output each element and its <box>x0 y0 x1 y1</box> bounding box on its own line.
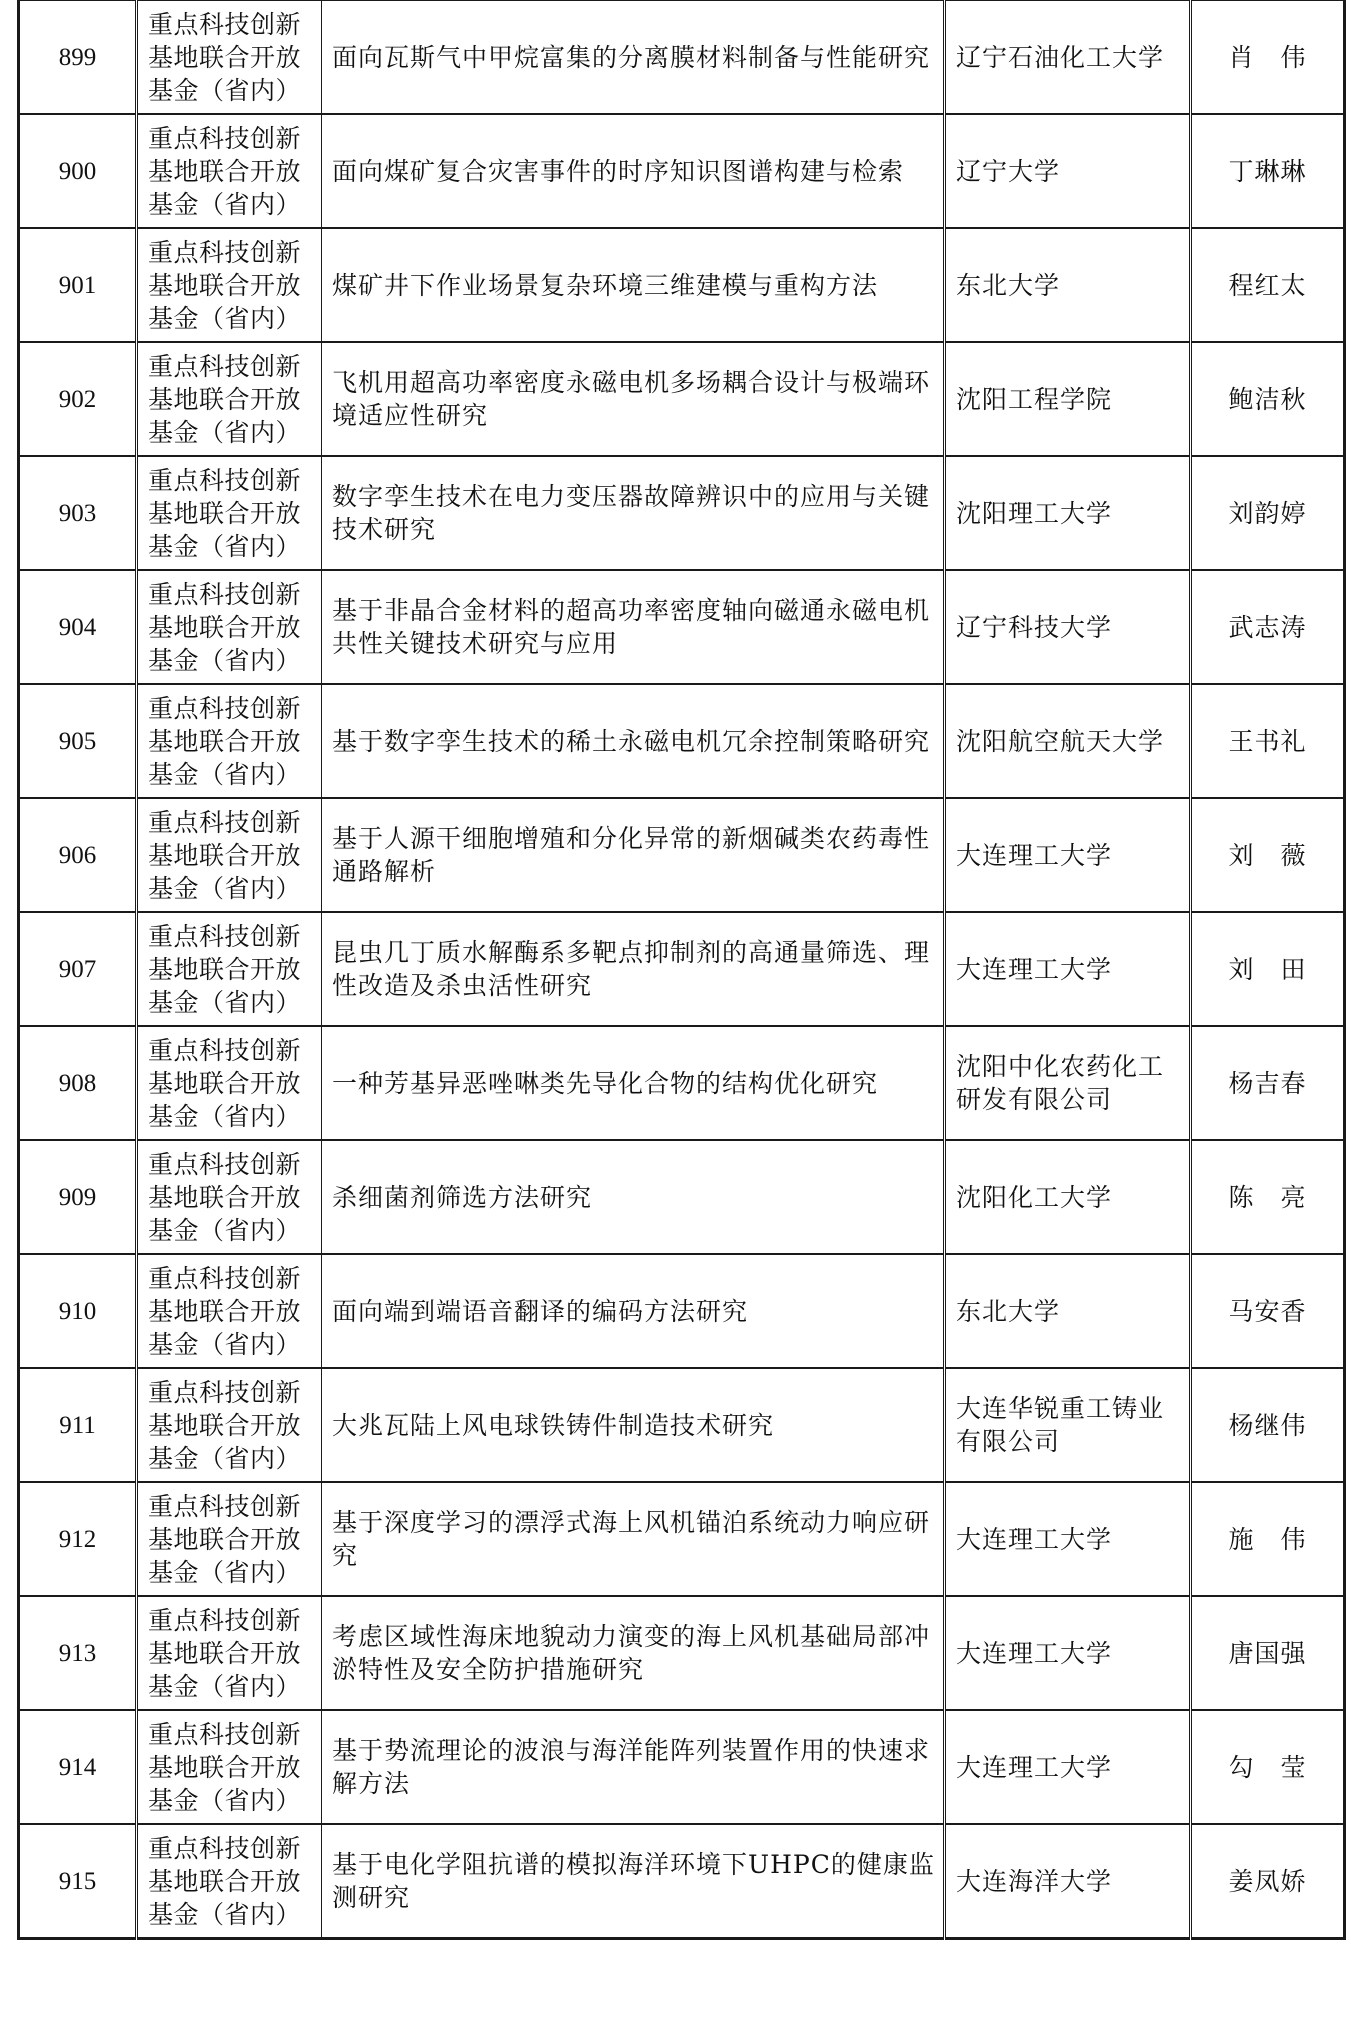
institution: 沈阳化工大学 <box>945 1140 1191 1254</box>
table-row <box>19 456 1345 570</box>
project-number: 911 <box>19 1368 137 1482</box>
project-number: 914 <box>19 1710 137 1824</box>
fund-type-line: 重点科技创新 <box>148 465 302 495</box>
fund-type-line: 基金（省内） <box>148 303 302 333</box>
principal-investigator: 刘 薇 <box>1191 798 1345 912</box>
principal-investigator: 马安香 <box>1191 1254 1345 1368</box>
institution: 辽宁石油化工大学 <box>945 1 1191 115</box>
fund-type-line: 基地联合开放 <box>148 42 302 72</box>
project-title: 基于人源干细胞增殖和分化异常的新烟碱类农药毒性通路解析 <box>322 798 945 912</box>
project-number: 912 <box>19 1482 137 1596</box>
fund-type-line: 基金（省内） <box>148 1557 302 1587</box>
institution: 大连海洋大学 <box>945 1824 1191 1939</box>
project-title: 基于非晶合金材料的超高功率密度轴向磁通永磁电机共性关键技术研究与应用 <box>322 570 945 684</box>
fund-type <box>137 114 322 228</box>
fund-type <box>137 342 322 456</box>
table-row <box>19 1710 1345 1824</box>
fund-type-line: 基地联合开放 <box>148 1524 302 1554</box>
project-number: 908 <box>19 1026 137 1140</box>
project-title: 面向煤矿复合灾害事件的时序知识图谱构建与检索 <box>322 114 945 228</box>
fund-type-line: 重点科技创新 <box>148 1263 302 1293</box>
fund-type-line: 基地联合开放 <box>148 498 302 528</box>
project-number: 915 <box>19 1824 137 1939</box>
institution: 大连理工大学 <box>945 1710 1191 1824</box>
project-number: 910 <box>19 1254 137 1368</box>
fund-type-line: 基金（省内） <box>148 189 302 219</box>
institution: 东北大学 <box>945 228 1191 342</box>
fund-type <box>137 1482 322 1596</box>
fund-type-line: 基地联合开放 <box>148 1638 302 1668</box>
fund-type-line: 重点科技创新 <box>148 123 302 153</box>
fund-type-line: 基地联合开放 <box>148 270 302 300</box>
institution: 大连华锐重工铸业有限公司 <box>945 1368 1191 1482</box>
institution: 辽宁大学 <box>945 114 1191 228</box>
fund-type-line: 基金（省内） <box>148 759 302 789</box>
fund-type-line: 基地联合开放 <box>148 156 302 186</box>
table-row <box>19 228 1345 342</box>
project-number: 905 <box>19 684 137 798</box>
institution: 沈阳理工大学 <box>945 456 1191 570</box>
fund-type-line: 基地联合开放 <box>148 1182 302 1212</box>
fund-type-line: 重点科技创新 <box>148 9 302 39</box>
institution: 大连理工大学 <box>945 1482 1191 1596</box>
fund-type <box>137 1140 322 1254</box>
project-number: 913 <box>19 1596 137 1710</box>
table-row <box>19 798 1345 912</box>
table-row <box>19 1026 1345 1140</box>
table-row <box>19 1824 1345 1939</box>
project-title: 杀细菌剂筛选方法研究 <box>322 1140 945 1254</box>
institution: 辽宁科技大学 <box>945 570 1191 684</box>
fund-type-line: 基地联合开放 <box>148 1866 302 1896</box>
fund-type-line: 基金（省内） <box>148 531 302 561</box>
principal-investigator: 杨继伟 <box>1191 1368 1345 1482</box>
fund-type <box>137 1 322 115</box>
fund-type-line: 重点科技创新 <box>148 351 302 381</box>
fund-type <box>137 798 322 912</box>
fund-type-line: 重点科技创新 <box>148 1377 302 1407</box>
fund-type-line: 基金（省内） <box>148 1215 302 1245</box>
fund-type-line: 基金（省内） <box>148 75 302 105</box>
project-table <box>17 0 1346 1940</box>
fund-type-line: 基地联合开放 <box>148 726 302 756</box>
project-number: 907 <box>19 912 137 1026</box>
document-page <box>17 0 1343 1940</box>
fund-type-line: 基金（省内） <box>148 1785 302 1815</box>
principal-investigator: 程红太 <box>1191 228 1345 342</box>
project-number: 903 <box>19 456 137 570</box>
fund-type-line: 重点科技创新 <box>148 1035 302 1065</box>
project-title: 数字孪生技术在电力变压器故障辨识中的应用与关键技术研究 <box>322 456 945 570</box>
table-row <box>19 1596 1345 1710</box>
fund-type <box>137 1596 322 1710</box>
principal-investigator: 唐国强 <box>1191 1596 1345 1710</box>
principal-investigator: 杨吉春 <box>1191 1026 1345 1140</box>
project-number: 906 <box>19 798 137 912</box>
institution: 沈阳中化农药化工研发有限公司 <box>945 1026 1191 1140</box>
project-title: 基于势流理论的波浪与海洋能阵列装置作用的快速求解方法 <box>322 1710 945 1824</box>
project-number: 902 <box>19 342 137 456</box>
table-row <box>19 1 1345 115</box>
project-title: 大兆瓦陆上风电球铁铸件制造技术研究 <box>322 1368 945 1482</box>
project-title: 基于数字孪生技术的稀土永磁电机冗余控制策略研究 <box>322 684 945 798</box>
project-table-body <box>19 1 1345 1939</box>
institution: 沈阳航空航天大学 <box>945 684 1191 798</box>
table-row <box>19 1140 1345 1254</box>
project-number: 899 <box>19 1 137 115</box>
fund-type-line: 重点科技创新 <box>148 237 302 267</box>
fund-type <box>137 1824 322 1939</box>
project-title: 一种芳基异恶唑啉类先导化合物的结构优化研究 <box>322 1026 945 1140</box>
fund-type <box>137 1254 322 1368</box>
institution: 大连理工大学 <box>945 1596 1191 1710</box>
fund-type-line: 基金（省内） <box>148 645 302 675</box>
principal-investigator: 施 伟 <box>1191 1482 1345 1596</box>
project-number: 909 <box>19 1140 137 1254</box>
fund-type-line: 基地联合开放 <box>148 954 302 984</box>
fund-type-line: 基金（省内） <box>148 1899 302 1929</box>
table-row <box>19 912 1345 1026</box>
fund-type-line: 基金（省内） <box>148 987 302 1017</box>
principal-investigator: 丁琳琳 <box>1191 114 1345 228</box>
fund-type-line: 基金（省内） <box>148 1329 302 1359</box>
project-title: 基于电化学阻抗谱的模拟海洋环境下UHPC的健康监测研究 <box>322 1824 945 1939</box>
table-row <box>19 1368 1345 1482</box>
fund-type-line: 重点科技创新 <box>148 921 302 951</box>
fund-type <box>137 684 322 798</box>
institution: 大连理工大学 <box>945 798 1191 912</box>
table-row <box>19 1482 1345 1596</box>
fund-type-line: 重点科技创新 <box>148 1833 302 1863</box>
project-title: 煤矿井下作业场景复杂环境三维建模与重构方法 <box>322 228 945 342</box>
fund-type-line: 重点科技创新 <box>148 693 302 723</box>
fund-type <box>137 570 322 684</box>
fund-type <box>137 228 322 342</box>
principal-investigator: 陈 亮 <box>1191 1140 1345 1254</box>
fund-type-line: 基地联合开放 <box>148 1068 302 1098</box>
project-number: 904 <box>19 570 137 684</box>
project-title: 昆虫几丁质水解酶系多靶点抑制剂的高通量筛选、理性改造及杀虫活性研究 <box>322 912 945 1026</box>
principal-investigator: 武志涛 <box>1191 570 1345 684</box>
fund-type-line: 基金（省内） <box>148 873 302 903</box>
fund-type-line: 基地联合开放 <box>148 1296 302 1326</box>
fund-type-line: 重点科技创新 <box>148 1149 302 1179</box>
fund-type-line: 基金（省内） <box>148 1443 302 1473</box>
fund-type-line: 重点科技创新 <box>148 1491 302 1521</box>
table-row <box>19 342 1345 456</box>
project-number: 901 <box>19 228 137 342</box>
project-title: 面向瓦斯气中甲烷富集的分离膜材料制备与性能研究 <box>322 1 945 115</box>
fund-type <box>137 1026 322 1140</box>
fund-type-line: 基地联合开放 <box>148 384 302 414</box>
fund-type-line: 基金（省内） <box>148 1101 302 1131</box>
principal-investigator: 王书礼 <box>1191 684 1345 798</box>
fund-type <box>137 912 322 1026</box>
table-row <box>19 684 1345 798</box>
table-row <box>19 1254 1345 1368</box>
project-title: 面向端到端语音翻译的编码方法研究 <box>322 1254 945 1368</box>
table-row <box>19 114 1345 228</box>
principal-investigator: 刘 田 <box>1191 912 1345 1026</box>
principal-investigator: 姜凤娇 <box>1191 1824 1345 1939</box>
fund-type-line: 基地联合开放 <box>148 1410 302 1440</box>
fund-type-line: 重点科技创新 <box>148 579 302 609</box>
principal-investigator: 肖 伟 <box>1191 1 1345 115</box>
fund-type-line: 基金（省内） <box>148 1671 302 1701</box>
project-title: 飞机用超高功率密度永磁电机多场耦合设计与极端环境适应性研究 <box>322 342 945 456</box>
fund-type-line: 基金（省内） <box>148 417 302 447</box>
principal-investigator: 鲍洁秋 <box>1191 342 1345 456</box>
fund-type <box>137 1710 322 1824</box>
project-title: 考虑区域性海床地貌动力演变的海上风机基础局部冲淤特性及安全防护措施研究 <box>322 1596 945 1710</box>
principal-investigator: 刘韵婷 <box>1191 456 1345 570</box>
fund-type-line: 基地联合开放 <box>148 612 302 642</box>
fund-type-line: 基地联合开放 <box>148 840 302 870</box>
project-title: 基于深度学习的漂浮式海上风机锚泊系统动力响应研究 <box>322 1482 945 1596</box>
table-row <box>19 570 1345 684</box>
fund-type-line: 基地联合开放 <box>148 1752 302 1782</box>
fund-type-line: 重点科技创新 <box>148 1605 302 1635</box>
fund-type-line: 重点科技创新 <box>148 807 302 837</box>
fund-type <box>137 456 322 570</box>
fund-type <box>137 1368 322 1482</box>
project-number: 900 <box>19 114 137 228</box>
institution: 沈阳工程学院 <box>945 342 1191 456</box>
institution: 东北大学 <box>945 1254 1191 1368</box>
principal-investigator: 勾 莹 <box>1191 1710 1345 1824</box>
institution: 大连理工大学 <box>945 912 1191 1026</box>
fund-type-line: 重点科技创新 <box>148 1719 302 1749</box>
